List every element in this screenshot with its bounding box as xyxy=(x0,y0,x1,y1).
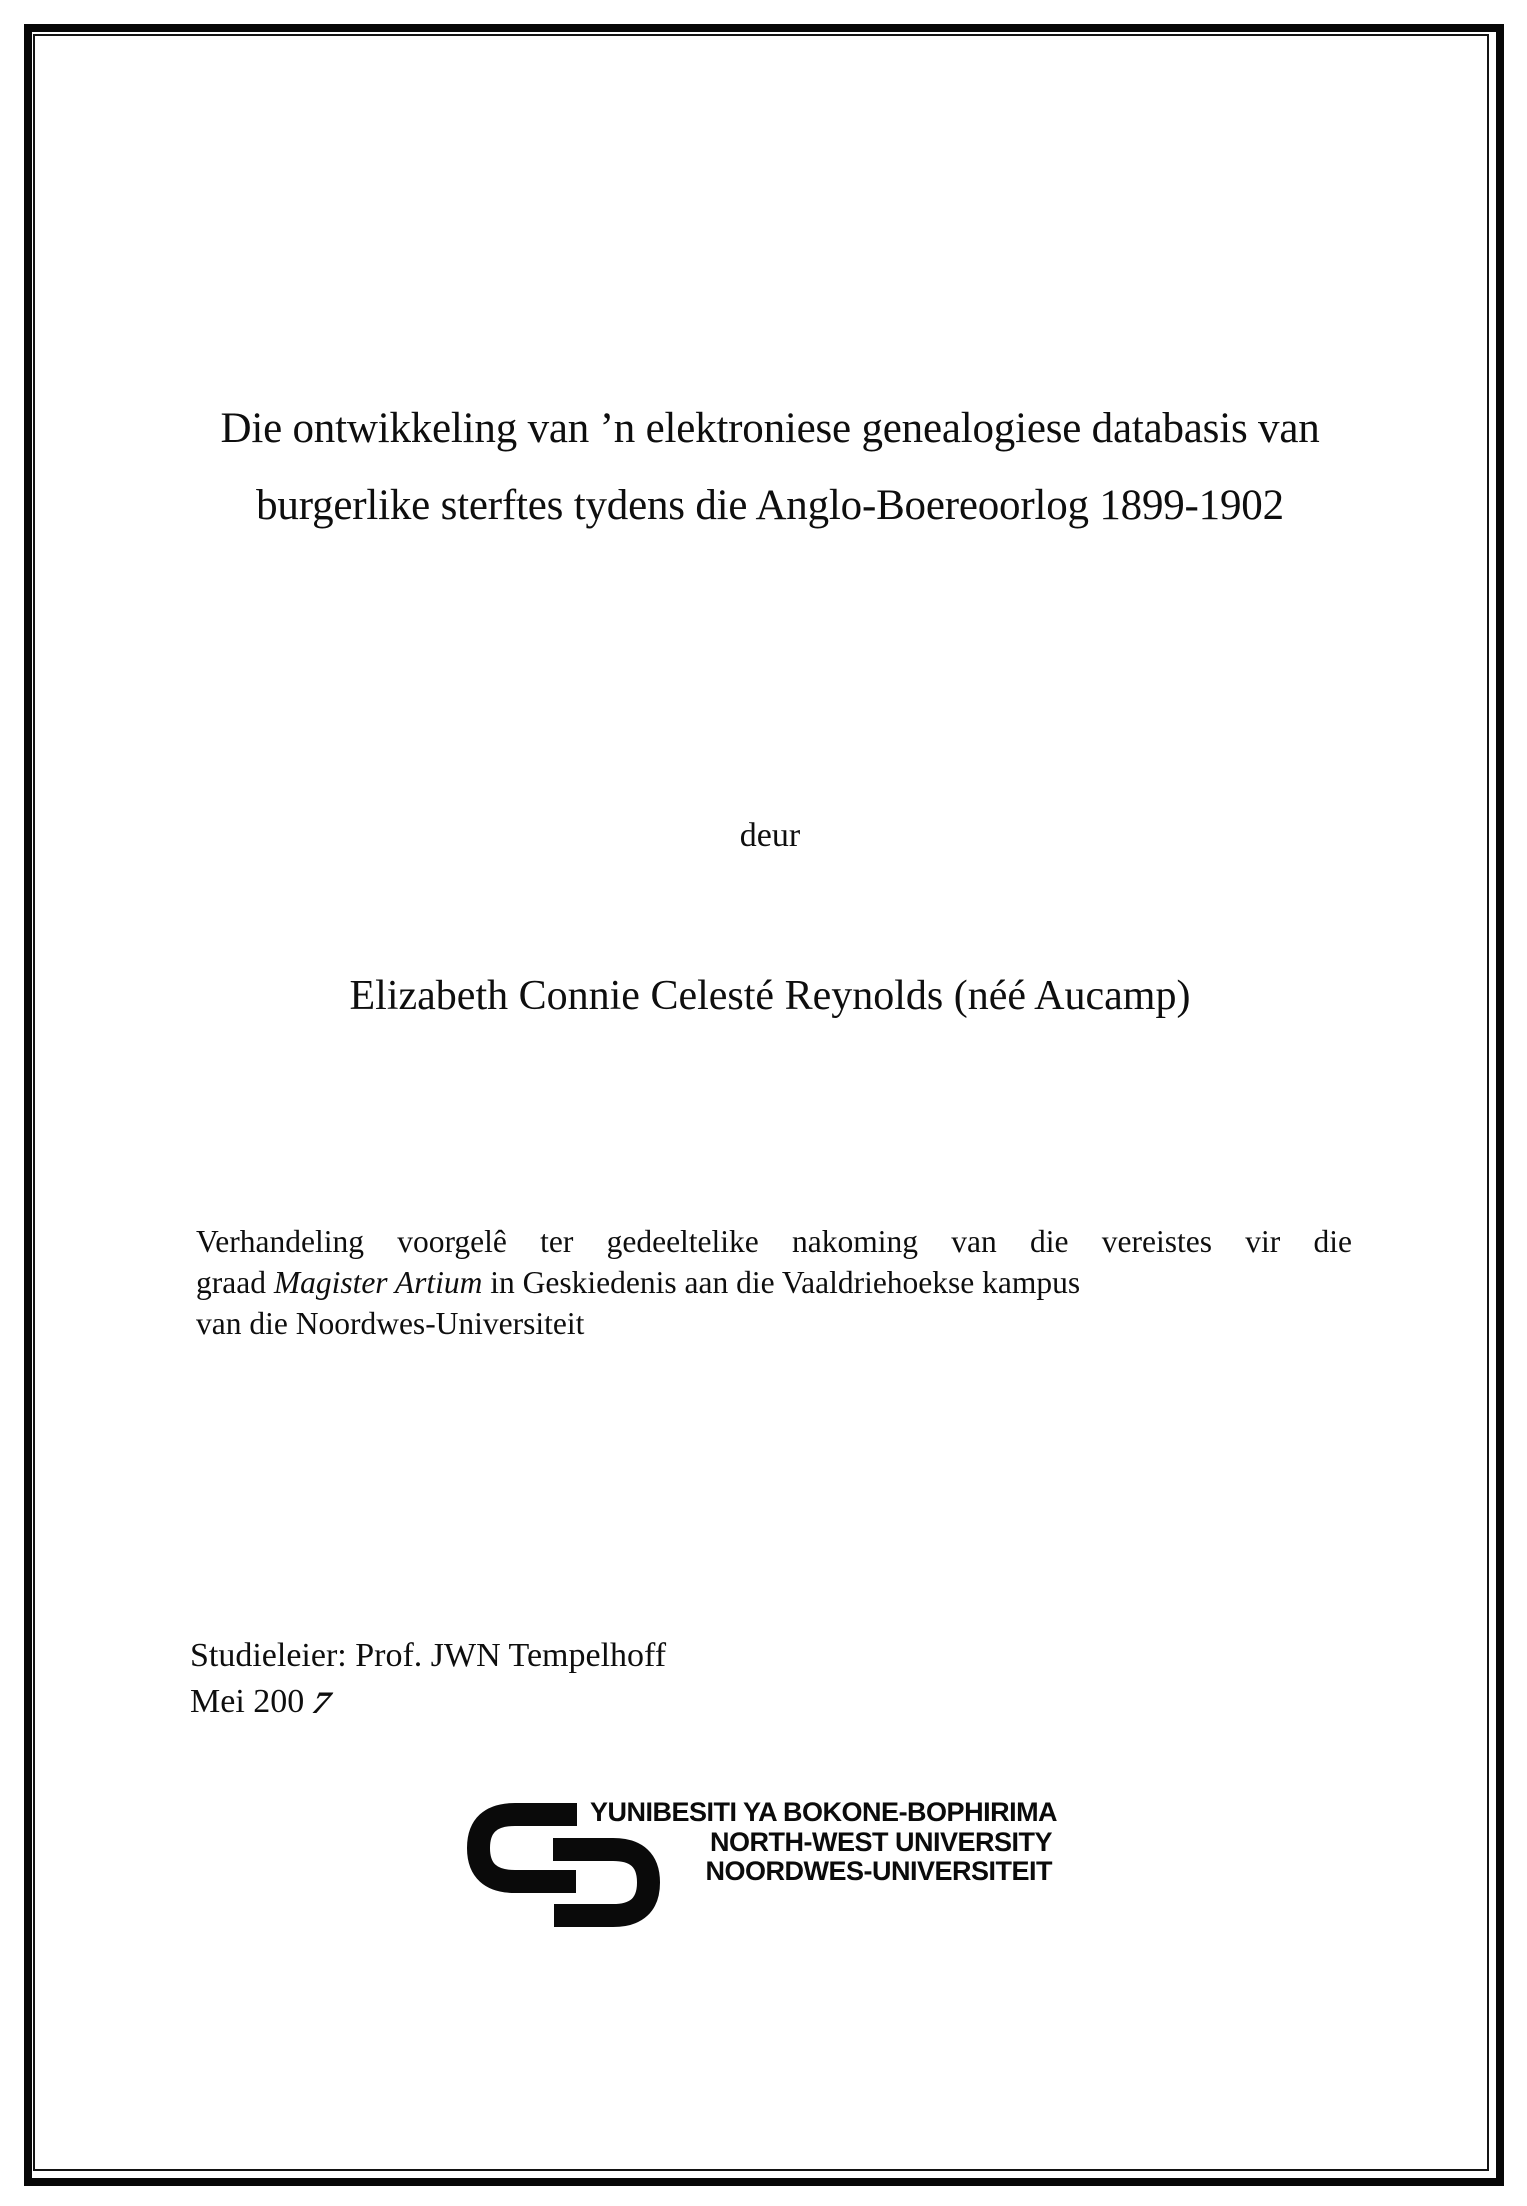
logo-line-afrikaans: NOORDWES-UNIVERSITEIT xyxy=(705,1856,1052,1886)
date-line xyxy=(190,1679,666,1725)
logo-line-setswana: YUNIBESITI YA BOKONE-BOPHIRIMA xyxy=(590,1797,1058,1827)
thesis-title-line-2: burgerlike sterftes tydens die Anglo-Boereoorlog 1899-1902 xyxy=(256,482,1284,529)
thesis-title xyxy=(50,390,1490,544)
date-last-digit: 7 xyxy=(306,1686,337,1721)
author-name: Elizabeth Connie Celesté Reynolds (néé Aucamp) xyxy=(349,973,1191,1019)
nwu-logo xyxy=(455,1788,1058,1948)
date-prefix: Mei 200 xyxy=(190,1683,305,1720)
supervisor-and-date xyxy=(190,1633,666,1725)
statement-line-2-prefix: graad xyxy=(196,1265,274,1300)
thesis-title-line-1: Die ontwikkeling van ’n elektroniese genealogiese databasis van xyxy=(220,405,1320,452)
statement-line-3: van die Noordwes-Universiteit xyxy=(196,1306,585,1341)
degree-name-italic: Magister Artium xyxy=(273,1265,483,1300)
byline-deur: deur xyxy=(739,817,801,854)
nwu-logo-wordmark xyxy=(590,1797,1058,1887)
statement-line-1: Verhandeling voorgelê ter gedeeltelike nakoming van die vereistes vir die xyxy=(196,1224,1352,1259)
statement-line-2-suffix: in Geskiedenis aan die Vaaldriehoekse kampus xyxy=(482,1265,1081,1300)
statement-line-2 xyxy=(196,1262,1352,1303)
supervisor-line: Studieleier: Prof. JWN Tempelhoff xyxy=(190,1637,667,1674)
submission-statement xyxy=(196,1221,1352,1344)
logo-line-english: NORTH-WEST UNIVERSITY xyxy=(709,1826,1052,1857)
